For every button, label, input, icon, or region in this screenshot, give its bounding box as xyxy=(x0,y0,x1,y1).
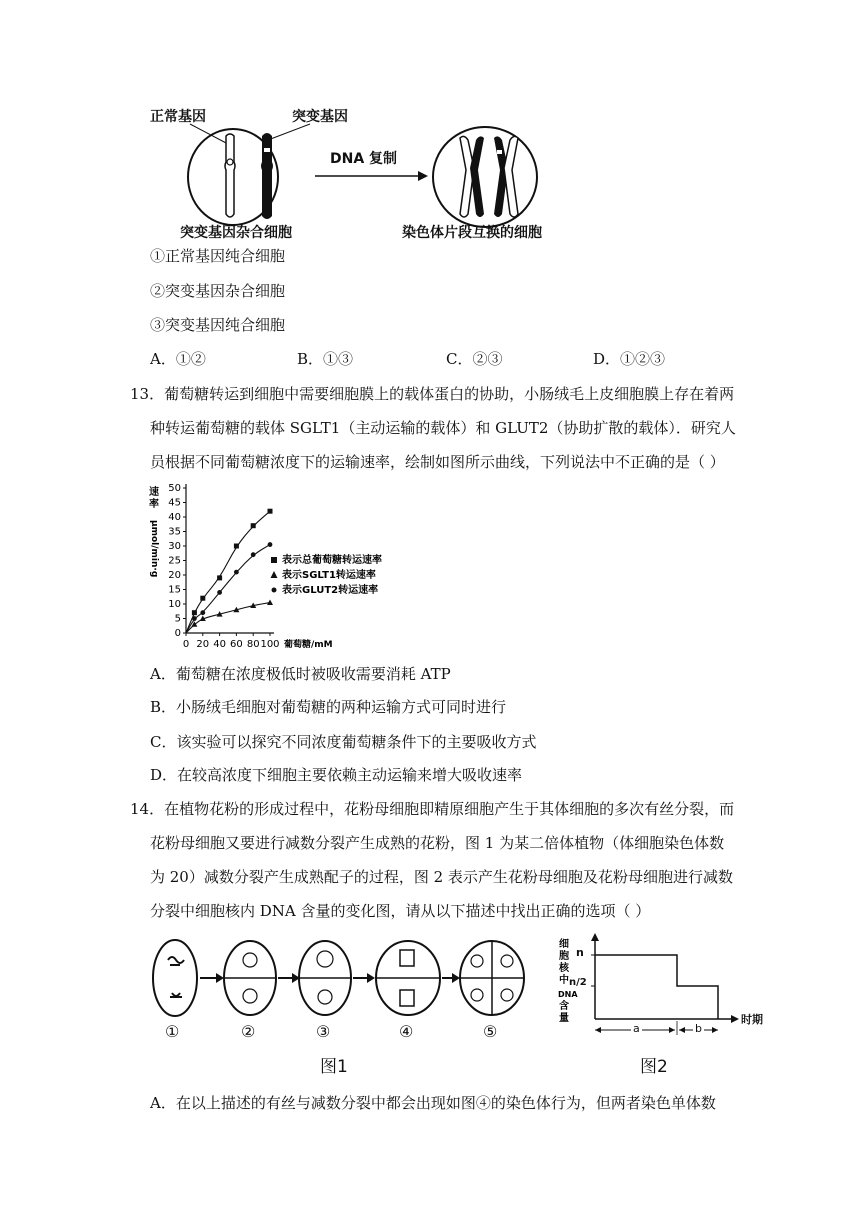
point-circle xyxy=(251,552,256,557)
q12-option-b: B．①③ xyxy=(297,350,354,368)
q13-line-1: 13．葡萄糖转运到细胞中需要细胞膜上的载体蛋白的协助，小肠绒毛上皮细胞膜上存在着两 xyxy=(130,385,735,403)
q14-line-3: 为 20）减数分裂产生成熟配子的过程，图 2 表示产生花粉母细胞及花粉母细胞进行减数 xyxy=(150,868,733,886)
cell-label-5: ⑤ xyxy=(483,1022,498,1041)
normal-chromosome xyxy=(225,134,235,217)
cell-label-3: ③ xyxy=(316,1022,331,1041)
q12-option-a: A．①② xyxy=(150,350,206,368)
legend-triangle xyxy=(271,571,278,578)
fig2-x-label: 时期 xyxy=(741,1013,763,1026)
pointer-mutant xyxy=(268,124,310,140)
q14-line-2: 花粉母细胞又要进行减数分裂产生成熟的花粉，图 1 为某二倍体植物（体细胞染色体数 xyxy=(150,834,725,852)
cell-label-1: ① xyxy=(165,1022,180,1041)
fig2-a-label: a xyxy=(633,1022,640,1035)
q14-line-4: 分裂中细胞核内 DNA 含量的变化图，请从以下描述中找出正确的选项（ ） xyxy=(150,902,651,920)
q14-option-a: A．在以上描述的有丝与减数分裂中都会出现如图④的染色体行为，但两者染色单体数 xyxy=(150,1094,716,1112)
legend-label-2: 表示GLUT2转运速率 xyxy=(282,585,379,596)
q13-option-d: D．在较高浓度下细胞主要依赖主动运输来增大吸收速率 xyxy=(150,766,523,784)
y-tick-label: 5 xyxy=(174,613,181,625)
point-circle xyxy=(268,542,273,547)
series-line-2 xyxy=(186,545,270,633)
y-tick-label: 30 xyxy=(168,541,181,552)
y-tick-label: 15 xyxy=(168,584,181,596)
caption-right: 染色体片段互换的细胞 xyxy=(402,225,542,241)
point-square xyxy=(268,509,273,514)
svg-text:量: 量 xyxy=(559,1013,569,1024)
fig2-caption: 图2 xyxy=(640,1057,668,1077)
y-tick-label: 20 xyxy=(168,570,181,581)
svg-text:DNA: DNA xyxy=(558,990,578,999)
point-square xyxy=(251,523,256,528)
svg-text:胞: 胞 xyxy=(559,951,569,962)
pointer-normal xyxy=(190,124,228,144)
y-tick-label: 50 xyxy=(168,483,181,494)
point-circle xyxy=(234,570,239,575)
y-tick-label: 40 xyxy=(168,512,181,523)
q13-option-c: C．该实验可以探究不同浓度葡萄糖条件下的主要吸收方式 xyxy=(150,733,537,751)
legend-square xyxy=(271,557,277,563)
y-tick-label: 10 xyxy=(168,599,181,610)
fig2-b-label: b xyxy=(695,1022,702,1035)
normal-gene-marker xyxy=(227,159,233,165)
point-circle xyxy=(200,610,205,615)
svg-text:核: 核 xyxy=(559,963,569,974)
q13-option-b: B．小肠绒毛细胞对葡萄糖的两种运输方式可同时进行 xyxy=(150,698,507,716)
right-cell xyxy=(433,127,537,227)
y-tick-label: 0 xyxy=(174,628,181,639)
cell-1 xyxy=(153,940,197,1016)
q12-item-1: ①正常基因纯合细胞 xyxy=(150,247,286,265)
x-tick-label: 40 xyxy=(213,639,226,650)
x-tick-label: 60 xyxy=(230,639,243,650)
y-tick-label: 35 xyxy=(168,526,181,538)
svg-text:中: 中 xyxy=(559,975,569,986)
q13-line-2: 种转运葡萄糖的载体 SGLT1（主动运输的载体）和 GLUT2（协助扩散的载体）．研究人 xyxy=(150,419,736,437)
fig2-n-label: n xyxy=(576,946,584,959)
legend-circle xyxy=(272,588,277,593)
fig1-cell-labels xyxy=(150,1022,540,1042)
q12-item-2: ②突变基因杂合细胞 xyxy=(150,282,286,300)
figure-12 xyxy=(140,100,580,245)
ylabel-rate: 速 xyxy=(149,487,159,498)
point-square xyxy=(217,575,222,580)
mutant-gene-marker xyxy=(264,148,270,152)
cell-label-2: ② xyxy=(241,1022,256,1041)
arrow-label: DNA 复制 xyxy=(330,151,398,167)
cell-label-4: ④ xyxy=(399,1022,414,1041)
label-mutant-gene: 突变基因 xyxy=(292,109,348,125)
q12-option-d: D．①②③ xyxy=(593,350,666,368)
svg-text:含: 含 xyxy=(559,1001,569,1012)
fig2-n2-label: n/2 xyxy=(569,977,587,988)
x-tick-label: 100 xyxy=(260,639,280,650)
point-square xyxy=(192,610,197,615)
legend-label-1: 表示SGLT1转运速率 xyxy=(282,570,376,581)
y-tick-label: 45 xyxy=(168,497,181,509)
point-circle xyxy=(217,590,222,595)
x-tick-label: 20 xyxy=(196,639,210,650)
figure-14-1 xyxy=(150,935,540,1070)
x-tick-label: 0 xyxy=(182,639,190,650)
ylabel-unit: μmol/min·g xyxy=(149,520,159,578)
fig2-labels xyxy=(555,935,785,1045)
svg-text:率: 率 xyxy=(149,499,159,510)
series-line-1 xyxy=(186,603,270,633)
q12-item-3: ③突变基因纯合细胞 xyxy=(150,316,286,334)
y-tick-label: 25 xyxy=(168,555,181,567)
caption-left: 突变基因杂合细胞 xyxy=(180,225,292,241)
point-square xyxy=(234,544,239,549)
recombined-chromosome-left xyxy=(460,136,484,217)
q12-option-c: C．②③ xyxy=(446,350,503,368)
point-square xyxy=(200,596,205,601)
glucose-transport-chart xyxy=(140,480,382,658)
q13-line-3: 员根据不同葡萄糖浓度下的运输速率，绘制如图所示曲线，下列说法中不正确的是（ ） xyxy=(150,453,725,471)
x-tick-label: 80 xyxy=(246,639,260,650)
label-normal-gene: 正常基因 xyxy=(150,109,206,125)
q13-option-a: A．葡萄糖在浓度极低时被吸收需要消耗 ATP xyxy=(150,665,451,683)
mutant-chromosome xyxy=(261,133,273,219)
q14-line-1: 14．在植物花粉的形成过程中，花粉母细胞即精原细胞产生于其体细胞的多次有丝分裂，而 xyxy=(130,800,735,818)
series-line-0 xyxy=(186,511,270,633)
legend-label-0: 表示总葡萄糖转运速率 xyxy=(282,555,382,566)
recombined-chromosome-right xyxy=(494,136,518,217)
fig1-caption: 图1 xyxy=(320,1057,348,1077)
svg-text:细: 细 xyxy=(559,939,569,950)
x-axis-label: 葡萄糖/mM xyxy=(284,640,333,650)
point-triangle xyxy=(267,600,273,606)
point-circle xyxy=(192,616,197,621)
